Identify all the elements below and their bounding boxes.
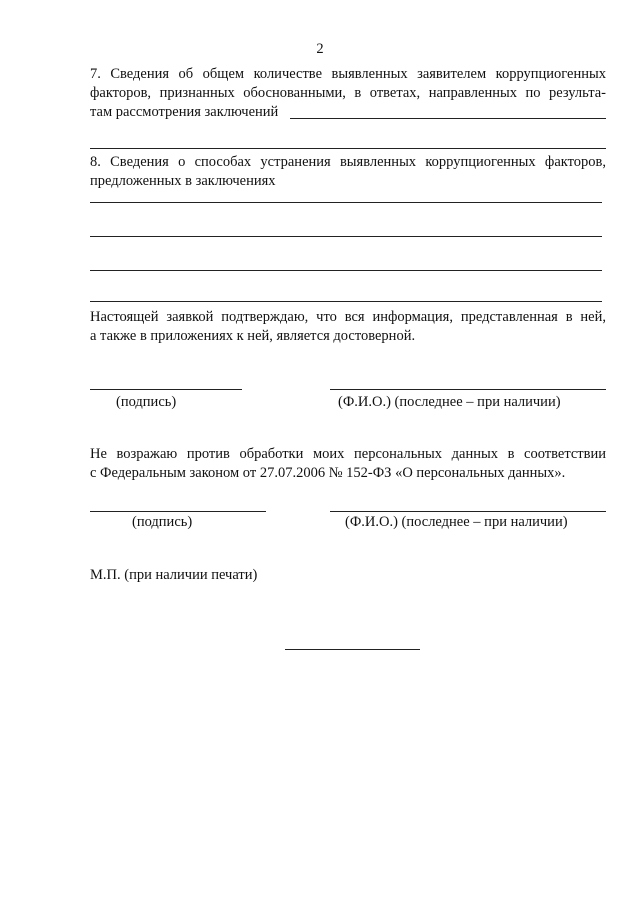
item8-fill-line-2[interactable] [90,236,602,237]
item7-fill-line-2[interactable] [90,148,606,149]
item8-fill-line-4[interactable] [90,301,602,302]
signature-line-1[interactable] [90,389,242,390]
item7-fill-line[interactable] [290,118,606,119]
signature-caption-1: (подпись) [116,394,177,410]
name-line-1[interactable] [330,389,606,390]
item8-line1: 8. Сведения о способах устранения выявленных коррупциогенных факторов, [90,154,606,170]
item8-line2: предложенных в заключениях [90,173,276,189]
item8-fill-line-1[interactable] [90,202,602,203]
item8-fill-line-3[interactable] [90,270,602,271]
name-line-2[interactable] [330,511,606,512]
end-separator [285,649,420,650]
consent-line1: Не возражаю против обработки моих персональных данных в соответствии [90,446,606,462]
signature-caption-2: (подпись) [132,514,193,530]
confirm-line1: Настоящей заявкой подтверждаю, что вся информация, представленная в ней, [90,309,606,325]
consent-line2: с Федеральным законом от 27.07.2006 № 152-ФЗ «О персональных данных». [90,465,566,481]
item7-line2: факторов, признанных обоснованными, в ответах, направленных по результа- [90,85,606,101]
name-caption-1: (Ф.И.О.) (последнее – при наличии) [338,394,561,410]
item7-line3: там рассмотрения заключений [90,104,279,120]
signature-line-2[interactable] [90,511,266,512]
stamp-label: М.П. (при наличии печати) [90,567,258,583]
item7-line1: 7. Сведения об общем количестве выявленных заявителем коррупциогенных [90,66,606,82]
name-caption-2: (Ф.И.О.) (последнее – при наличии) [345,514,568,530]
page-number: 2 [316,41,324,57]
confirm-line2: а также в приложениях к ней, является достоверной. [90,328,416,344]
